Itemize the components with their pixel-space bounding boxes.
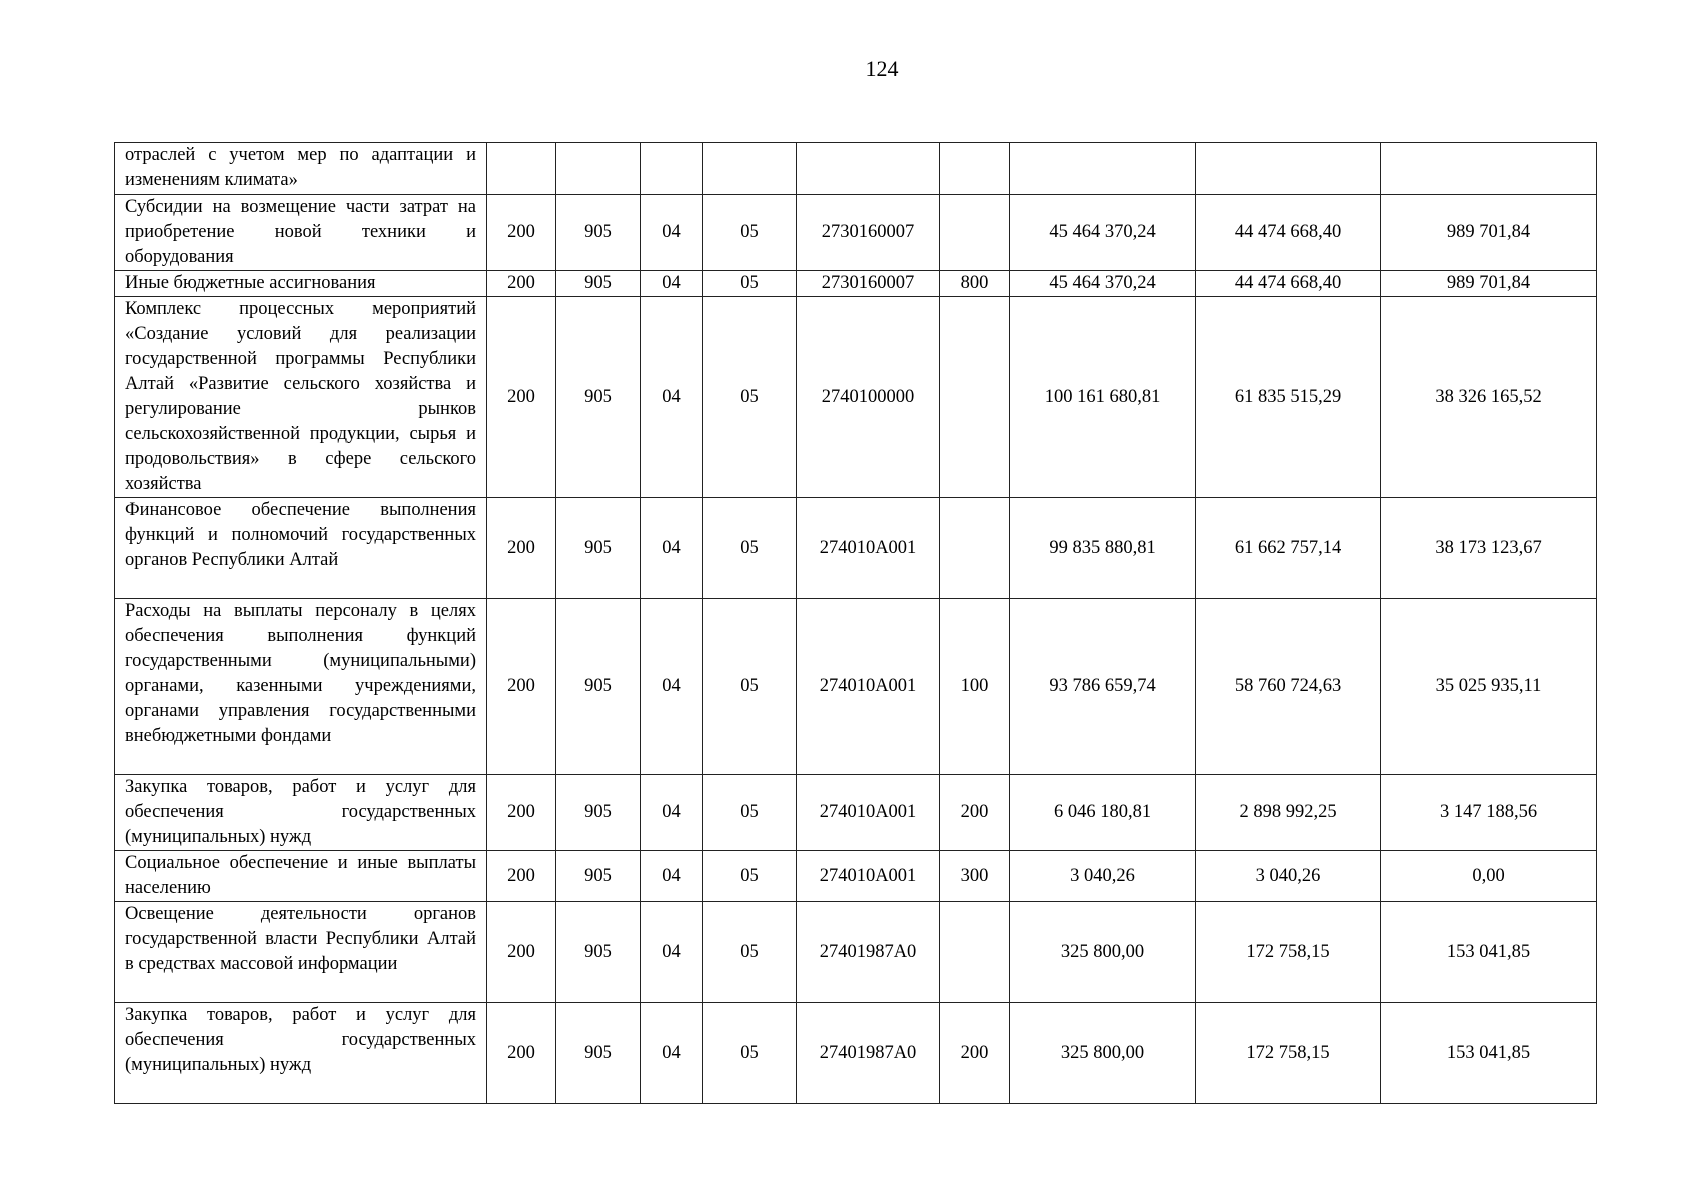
cell-rz: 04 bbox=[641, 498, 703, 599]
row-name: Социальное обеспечение и иные выплаты населению bbox=[115, 851, 487, 902]
cell-remainder: 35 025 935,11 bbox=[1381, 599, 1597, 775]
cell-ved bbox=[556, 143, 641, 195]
cell-fact: 2 898 992,25 bbox=[1196, 775, 1381, 851]
table-row bbox=[115, 851, 1597, 902]
row-name: Освещение деятельности органов государственной власти Республики Алтай в средствах массовой информации bbox=[115, 902, 487, 1003]
cell-rz: 04 bbox=[641, 271, 703, 297]
cell-csr: 274010A001 bbox=[797, 851, 940, 902]
cell-rz: 04 bbox=[641, 599, 703, 775]
cell-fact: 61 662 757,14 bbox=[1196, 498, 1381, 599]
table-row bbox=[115, 902, 1597, 1003]
cell-plan bbox=[1010, 143, 1196, 195]
cell-csr: 274010A001 bbox=[797, 775, 940, 851]
row-name: Закупка товаров, работ и услуг для обеспечения государственных (муниципальных) нужд bbox=[115, 775, 487, 851]
cell-ved: 905 bbox=[556, 297, 641, 498]
cell-fact: 172 758,15 bbox=[1196, 902, 1381, 1003]
cell-remainder: 38 173 123,67 bbox=[1381, 498, 1597, 599]
cell-plan: 325 800,00 bbox=[1010, 1003, 1196, 1104]
cell-vr bbox=[940, 143, 1010, 195]
cell-pr: 05 bbox=[703, 195, 797, 271]
cell-ved: 905 bbox=[556, 851, 641, 902]
cell-csr: 27401987А0 bbox=[797, 902, 940, 1003]
cell-pr: 05 bbox=[703, 851, 797, 902]
cell-plan: 99 835 880,81 bbox=[1010, 498, 1196, 599]
row-name: Финансовое обеспечение выполнения функций и полномочий государственных органов Республики Алтай bbox=[115, 498, 487, 599]
cell-g: 200 bbox=[487, 1003, 556, 1104]
cell-ved: 905 bbox=[556, 599, 641, 775]
table-row bbox=[115, 599, 1597, 775]
row-name: отраслей с учетом мер по адаптации и изменениям климата» bbox=[115, 143, 487, 195]
cell-csr bbox=[797, 143, 940, 195]
cell-remainder: 153 041,85 bbox=[1381, 902, 1597, 1003]
row-name: Комплекс процессных мероприятий «Создание условий для реализации государственной программы Республики Алтай «Развитие сельского хозяйства и регулирование рынков сельскохозяйственной продукции, сырья и продовольствия» в сфере сельского хозяйства bbox=[115, 297, 487, 498]
cell-ved: 905 bbox=[556, 775, 641, 851]
cell-g: 200 bbox=[487, 195, 556, 271]
cell-vr bbox=[940, 195, 1010, 271]
cell-csr: 2730160007 bbox=[797, 271, 940, 297]
cell-g: 200 bbox=[487, 271, 556, 297]
cell-plan: 93 786 659,74 bbox=[1010, 599, 1196, 775]
cell-fact: 61 835 515,29 bbox=[1196, 297, 1381, 498]
cell-remainder: 989 701,84 bbox=[1381, 195, 1597, 271]
cell-pr: 05 bbox=[703, 599, 797, 775]
row-name: Закупка товаров, работ и услуг для обеспечения государственных (муниципальных) нужд bbox=[115, 1003, 487, 1104]
cell-vr: 800 bbox=[940, 271, 1010, 297]
cell-fact: 44 474 668,40 bbox=[1196, 195, 1381, 271]
cell-rz bbox=[641, 143, 703, 195]
cell-rz: 04 bbox=[641, 902, 703, 1003]
cell-plan: 6 046 180,81 bbox=[1010, 775, 1196, 851]
table-row bbox=[115, 195, 1597, 271]
cell-fact: 44 474 668,40 bbox=[1196, 271, 1381, 297]
table-row bbox=[115, 498, 1597, 599]
row-name: Субсидии на возмещение части затрат на приобретение новой техники и оборудования bbox=[115, 195, 487, 271]
cell-plan: 100 161 680,81 bbox=[1010, 297, 1196, 498]
cell-remainder: 0,00 bbox=[1381, 851, 1597, 902]
cell-csr: 2740100000 bbox=[797, 297, 940, 498]
page-number: 124 bbox=[865, 56, 899, 81]
cell-csr: 274010A001 bbox=[797, 498, 940, 599]
cell-pr: 05 bbox=[703, 902, 797, 1003]
cell-remainder: 153 041,85 bbox=[1381, 1003, 1597, 1104]
cell-vr bbox=[940, 902, 1010, 1003]
table-row bbox=[115, 775, 1597, 851]
table-row bbox=[115, 297, 1597, 498]
cell-pr: 05 bbox=[703, 271, 797, 297]
cell-csr: 274010A001 bbox=[797, 599, 940, 775]
cell-vr bbox=[940, 297, 1010, 498]
cell-plan: 45 464 370,24 bbox=[1010, 195, 1196, 271]
cell-remainder bbox=[1381, 143, 1597, 195]
cell-g: 200 bbox=[487, 599, 556, 775]
cell-ved: 905 bbox=[556, 271, 641, 297]
cell-g: 200 bbox=[487, 851, 556, 902]
table-row bbox=[115, 1003, 1597, 1104]
cell-rz: 04 bbox=[641, 195, 703, 271]
table-row bbox=[115, 143, 1597, 195]
cell-g: 200 bbox=[487, 297, 556, 498]
cell-g bbox=[487, 143, 556, 195]
cell-g: 200 bbox=[487, 498, 556, 599]
cell-rz: 04 bbox=[641, 297, 703, 498]
page-number-container bbox=[0, 56, 1698, 86]
cell-g: 200 bbox=[487, 902, 556, 1003]
cell-rz: 04 bbox=[641, 1003, 703, 1104]
row-name: Расходы на выплаты персоналу в целях обеспечения выполнения функций государственными (муниципальными) органами, казенными учреждениями, органами управления государственными внебюджетными фондами bbox=[115, 599, 487, 775]
cell-ved: 905 bbox=[556, 195, 641, 271]
cell-pr: 05 bbox=[703, 775, 797, 851]
cell-pr: 05 bbox=[703, 1003, 797, 1104]
cell-fact: 3 040,26 bbox=[1196, 851, 1381, 902]
budget-table bbox=[114, 142, 1597, 1104]
cell-fact bbox=[1196, 143, 1381, 195]
cell-rz: 04 bbox=[641, 775, 703, 851]
cell-ved: 905 bbox=[556, 498, 641, 599]
cell-vr: 200 bbox=[940, 1003, 1010, 1104]
cell-plan: 3 040,26 bbox=[1010, 851, 1196, 902]
cell-remainder: 38 326 165,52 bbox=[1381, 297, 1597, 498]
row-name: Иные бюджетные ассигнования bbox=[115, 271, 487, 297]
cell-pr bbox=[703, 143, 797, 195]
cell-vr: 200 bbox=[940, 775, 1010, 851]
cell-remainder: 989 701,84 bbox=[1381, 271, 1597, 297]
cell-pr: 05 bbox=[703, 498, 797, 599]
cell-fact: 58 760 724,63 bbox=[1196, 599, 1381, 775]
cell-rz: 04 bbox=[641, 851, 703, 902]
cell-g: 200 bbox=[487, 775, 556, 851]
cell-pr: 05 bbox=[703, 297, 797, 498]
cell-vr: 100 bbox=[940, 599, 1010, 775]
cell-ved: 905 bbox=[556, 902, 641, 1003]
cell-fact: 172 758,15 bbox=[1196, 1003, 1381, 1104]
table-row bbox=[115, 271, 1597, 297]
cell-plan: 45 464 370,24 bbox=[1010, 271, 1196, 297]
cell-vr: 300 bbox=[940, 851, 1010, 902]
cell-ved: 905 bbox=[556, 1003, 641, 1104]
cell-vr bbox=[940, 498, 1010, 599]
cell-csr: 27401987А0 bbox=[797, 1003, 940, 1104]
cell-plan: 325 800,00 bbox=[1010, 902, 1196, 1003]
cell-csr: 2730160007 bbox=[797, 195, 940, 271]
cell-remainder: 3 147 188,56 bbox=[1381, 775, 1597, 851]
